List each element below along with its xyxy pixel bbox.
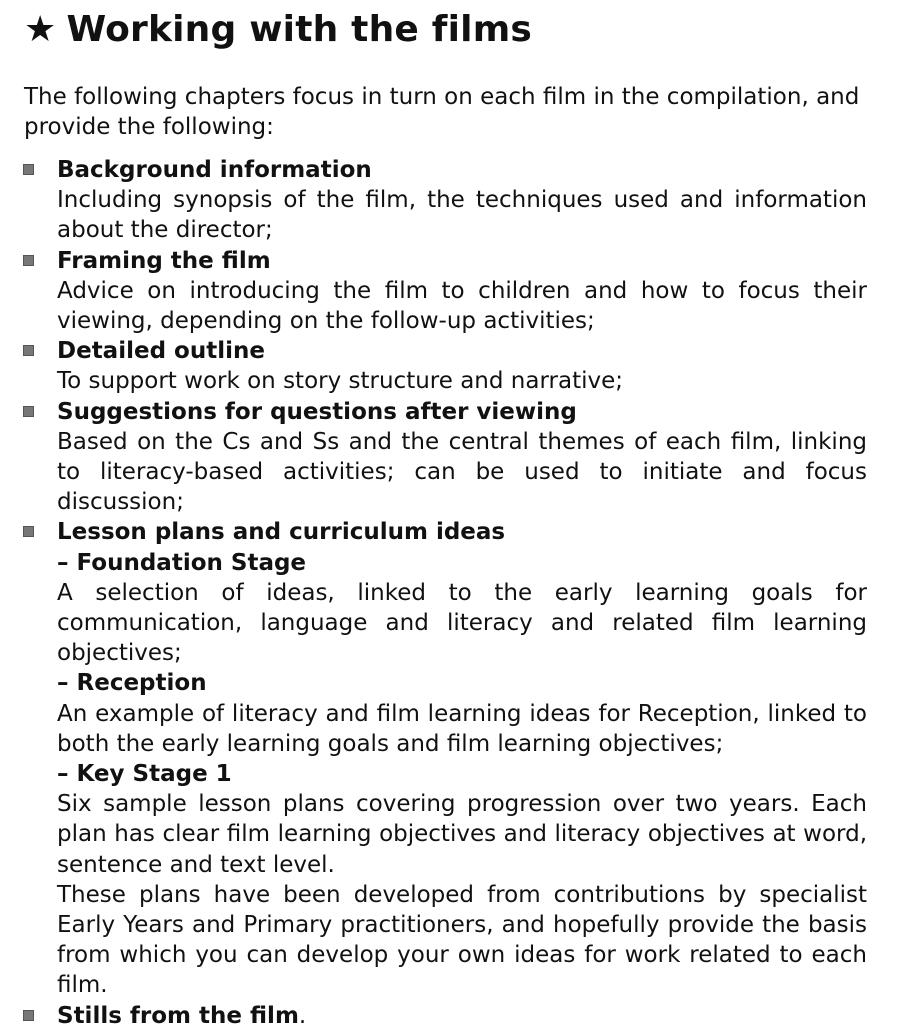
star-icon: ★ [24,9,57,50]
chapter-contents-list [0,155,900,1031]
item-title: Framing the film [57,247,271,274]
item-description: Including synopsis of the film, the techniques used and information about the director; [57,187,867,244]
item-title: Suggestions for questions after viewing [57,398,577,425]
sub-heading-key-stage-1: – Key Stage 1 [57,761,232,788]
list-item-suggestions-for-questions [0,397,867,518]
list-item-detailed-outline [0,336,867,396]
item-title: Lesson plans and curriculum ideas [57,519,506,546]
page-title [24,6,532,54]
square-bullet-icon [23,1010,34,1021]
item-title [57,1001,867,1031]
square-bullet-icon [23,255,34,266]
sub-description: Six sample lesson plans covering progression over two years. Each plan has clear film learning objectives and literacy objectives at word, sentence and text level. [57,791,867,878]
square-bullet-icon [23,345,34,356]
page-title-text: Working with the films [66,9,533,50]
intro-paragraph: The following chapters focus in turn on each film in the compilation, and provide the following: [24,84,860,140]
item-description: Advice on introducing the film to children and how to focus their viewing, depending on the follow-up activities; [57,277,867,335]
square-bullet-icon [23,164,34,175]
list-item-lesson-plans [0,517,867,1000]
item-description: To support work on story structure and narrative; [57,368,623,395]
item-title: Detailed outline [57,338,265,365]
list-item-background-information [0,155,867,246]
item-title-text: Stills from the film [57,1002,299,1029]
item-title-suffix: . [298,1002,307,1029]
square-bullet-icon [23,526,34,537]
item-description: Based on the Cs and Ss and the central themes of each film, linking to literacy-based activities; can be used to initiate and focus discussion; [57,428,867,516]
sub-description: A selection of ideas, linked to the early learning goals for communication, language and literacy and related film learning objectives; [57,579,867,667]
sub-description-continued: These plans have been developed from contributions by specialist Early Years and Primary practitioners, and hopefully provide the basis from which you can develop your own ideas for work related to each film. [57,881,867,999]
square-bullet-icon [23,406,34,417]
sub-heading-reception: – Reception [57,670,207,697]
sub-heading-foundation-stage: – Foundation Stage [57,549,307,576]
sub-description: An example of literacy and film learning ideas for Reception, linked to both the early learning goals and film learning objectives; [57,700,867,757]
list-item-stills-from-the-film [0,1001,867,1031]
item-title: Background information [57,157,372,183]
list-item-framing-the-film [0,246,867,337]
